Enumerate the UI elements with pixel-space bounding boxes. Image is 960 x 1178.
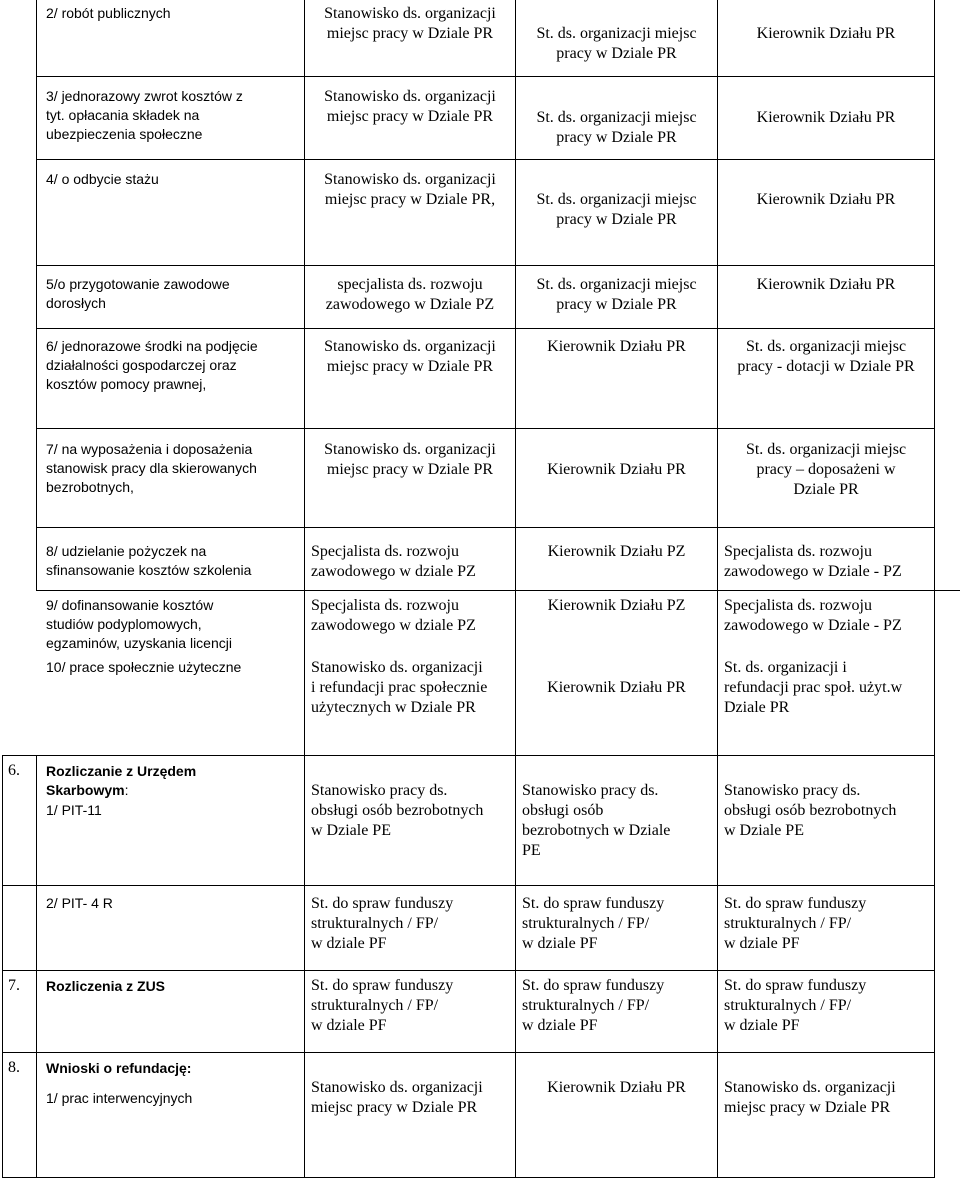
section-title-text: Wnioski o refundację:	[46, 1060, 192, 1076]
prepares-cell: Stanowisko ds. organizacji miejsc pracy w Dziale PR	[324, 5, 496, 42]
approves-cell: St. ds. organizacji miejsc pracy - dotacji w Dziale PR	[737, 338, 915, 375]
task-cell: 9/ dofinansowanie kosztów studiów podyplomowych, egzaminów, uzyskania licencji	[46, 597, 232, 651]
row-divider	[36, 527, 935, 528]
table-border-left	[36, 0, 37, 590]
approves-cell: Stanowisko pracy ds. obsługi osób bezrobotnych w Dziale PE	[724, 782, 897, 839]
section-title-suffix: :	[124, 782, 129, 798]
task-cell: 2/ robót publicznych	[46, 5, 171, 21]
approves-cell: St. ds. organizacji miejsc pracy – doposażeni w Dziale PR	[745, 441, 907, 498]
approves-cell: Kierownik Działu PR	[756, 276, 896, 293]
task-cell: 1/ PIT-11	[46, 802, 102, 818]
checks-cell: Kierownik Działu PZ	[547, 543, 686, 560]
prepares-cell: St. do spraw funduszy strukturalnych / FP/ w dziale PF	[311, 895, 454, 952]
checks-cell: Kierownik Działu PR	[547, 679, 686, 696]
approves-cell: St. do spraw funduszy strukturalnych / FP/ w dziale PF	[724, 977, 867, 1034]
approves-cell: St. ds. organizacji i refundacji prac społ. użyt.w Dziale PR	[724, 659, 903, 716]
checks-cell: Kierownik Działu PZ	[547, 597, 686, 614]
prepares-cell: Specjalista ds. rozwoju zawodowego w dziale PZ	[311, 543, 476, 580]
prepares-cell: St. do spraw funduszy strukturalnych / FP/ w dziale PF	[311, 977, 454, 1034]
row-divider	[2, 755, 935, 756]
section-number: 7.	[8, 977, 20, 994]
prepares-cell: Specjalista ds. rozwoju zawodowego w dziale PZ	[311, 597, 476, 634]
approves-cell: Specjalista ds. rozwoju zawodowego w Dziale - PZ	[724, 543, 902, 580]
task-cell: 1/ prac interwencyjnych	[46, 1090, 193, 1106]
prepares-cell: Stanowisko ds. organizacji miejsc pracy w Dziale PR	[324, 88, 496, 125]
task-cell: 5/o przygotowanie zawodowe dorosłych	[46, 276, 230, 311]
row-divider	[36, 590, 960, 591]
approves-cell: Kierownik Działu PR	[756, 191, 896, 208]
checks-cell: Stanowisko pracy ds. obsługi osób bezrobotnych w Dziale PE	[522, 782, 671, 859]
task-cell: 3/ jednorazowy zwrot kosztów z tyt. opłacania składek na ubezpieczenia społeczne	[46, 88, 243, 142]
table-border-right	[934, 0, 935, 1178]
section-number: 8.	[8, 1059, 20, 1076]
table-divider	[36, 755, 37, 1178]
prepares-cell: Stanowisko ds. organizacji miejsc pracy w Dziale PR	[324, 441, 496, 478]
prepares-cell: Stanowisko ds. organizacji miejsc pracy w Dziale PR,	[324, 171, 496, 208]
checks-cell: St. ds. organizacji miejsc pracy w Dziale PR	[536, 25, 697, 62]
task-cell: 2/ PIT- 4 R	[46, 895, 113, 911]
approves-cell: Stanowisko ds. organizacji miejsc pracy w Dziale PR	[724, 1079, 896, 1116]
table-border-left	[2, 755, 3, 1178]
row-divider	[36, 328, 935, 329]
approves-cell: Kierownik Działu PR	[756, 25, 896, 42]
row-divider	[36, 428, 935, 429]
row-divider	[36, 265, 935, 266]
task-cell: 4/ o odbycie stażu	[46, 171, 159, 187]
row-divider	[36, 76, 935, 77]
prepares-cell: Stanowisko pracy ds. obsługi osób bezrobotnych w Dziale PE	[311, 782, 484, 839]
prepares-cell: Stanowisko ds. organizacji miejsc pracy w Dziale PR	[324, 338, 496, 375]
checks-cell: Kierownik Działu PR	[547, 338, 686, 355]
checks-cell: St. ds. organizacji miejsc pracy w Dziale PR	[536, 191, 697, 228]
approves-cell: Kierownik Działu PR	[756, 109, 896, 126]
section-number: 6.	[8, 762, 20, 779]
checks-cell: Kierownik Działu PR	[547, 1079, 686, 1096]
checks-cell: St. do spraw funduszy strukturalnych / FP/ w dziale PF	[522, 895, 665, 952]
section-title	[40, 1059, 302, 1078]
row-divider	[2, 885, 935, 886]
row-divider	[36, 159, 935, 160]
section-title-text: Rozliczanie z Urzędem Skarbowym	[46, 763, 197, 798]
prepares-cell: specjalista ds. rozwoju zawodowego w Dziale PZ	[325, 276, 495, 313]
approves-cell: Specjalista ds. rozwoju zawodowego w Dziale - PZ	[724, 597, 902, 634]
task-cell: 10/ prace społecznie użyteczne	[46, 659, 242, 675]
row-divider	[2, 1052, 935, 1053]
section-title	[40, 762, 302, 800]
checks-cell: Kierownik Działu PR	[547, 461, 686, 478]
section-title	[40, 977, 302, 996]
prepares-cell: Stanowisko ds. organizacji i refundacji prac społecznie użytecznych w Dziale PR	[311, 659, 488, 716]
checks-cell: St. ds. organizacji miejsc pracy w Dziale PR	[536, 276, 697, 313]
task-cell: 7/ na wyposażenia i doposażenia stanowisk pracy dla skierowanych bezrobotnych,	[46, 441, 257, 495]
prepares-cell: Stanowisko ds. organizacji miejsc pracy w Dziale PR	[311, 1079, 483, 1116]
checks-cell: St. do spraw funduszy strukturalnych / FP/ w dziale PF	[522, 977, 665, 1034]
row-divider	[2, 970, 935, 971]
task-cell: 8/ udzielanie pożyczek na sfinansowanie kosztów szkolenia	[46, 543, 252, 578]
checks-cell: St. ds. organizacji miejsc pracy w Dziale PR	[536, 109, 697, 146]
approves-cell: St. do spraw funduszy strukturalnych / FP/ w dziale PF	[724, 895, 867, 952]
section-title-text: Rozliczenia z ZUS	[46, 978, 166, 994]
task-cell: 6/ jednorazowe środki na podjęcie działalności gospodarczej oraz kosztów pomocy prawnej,	[46, 338, 258, 392]
